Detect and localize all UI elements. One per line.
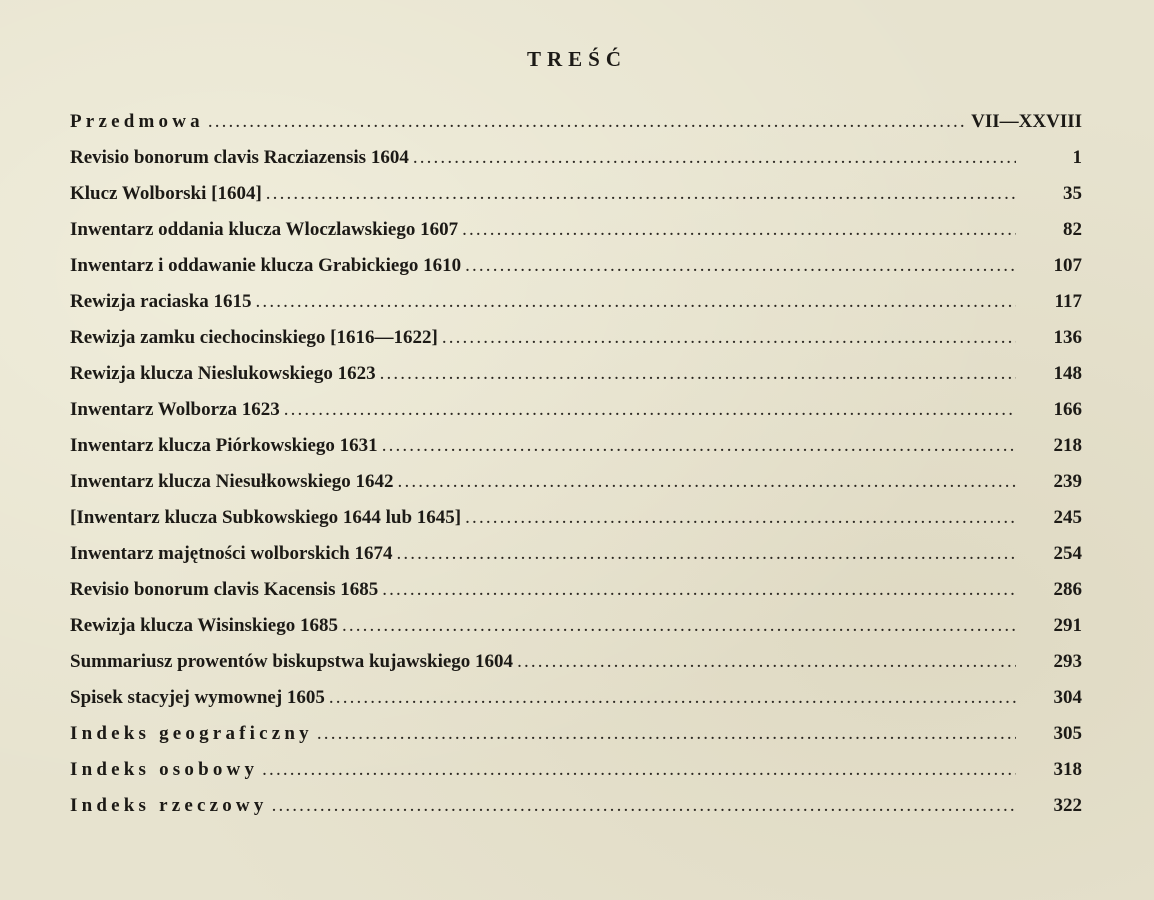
toc-entry — [70, 464, 1082, 500]
page-title: TREŚĆ — [526, 47, 628, 71]
dot-leader — [342, 608, 1016, 644]
toc-entry-title: Przedmowa — [70, 111, 204, 132]
toc-entry — [70, 284, 1082, 320]
dot-leader — [462, 212, 1016, 248]
dot-leader — [208, 104, 965, 140]
toc-entry-page: 254 — [1053, 543, 1082, 564]
toc-entry-title: Inwentarz klucza Niesułkowskiego 1642 — [70, 471, 394, 492]
toc-entry — [70, 572, 1082, 608]
dot-leader — [380, 356, 1016, 392]
dot-leader — [272, 788, 1016, 824]
toc-entry — [70, 536, 1082, 572]
dot-leader — [284, 392, 1016, 428]
toc-entry-title: Indeks osobowy — [70, 759, 259, 780]
toc-entry-page: 166 — [1053, 399, 1082, 420]
dot-leader — [398, 464, 1016, 500]
toc-entry-page: 218 — [1053, 435, 1082, 456]
toc-entry-page: 239 — [1053, 471, 1082, 492]
toc-entry — [70, 140, 1082, 176]
toc-entry-title: Inwentarz i oddawanie klucza Grabickiego 1610 — [70, 255, 462, 276]
dot-leader — [382, 572, 1016, 608]
dot-leader — [517, 644, 1016, 680]
toc-entry-title: Rewizja klucza Nieslukowskiego 1623 — [70, 363, 376, 384]
dot-leader — [382, 428, 1016, 464]
toc-entry-page: 305 — [1053, 723, 1082, 744]
toc-entry — [70, 248, 1082, 284]
toc-entry-page: VII—XXVIII — [971, 111, 1082, 132]
toc-entry — [70, 212, 1082, 248]
toc-entry — [70, 392, 1082, 428]
toc-entry-page: 107 — [1053, 255, 1082, 276]
toc-entry-title: Rewizja raciaska 1615 — [70, 291, 252, 312]
toc-entry — [70, 104, 1082, 140]
toc-entry-page: 1 — [1072, 147, 1082, 168]
toc-entry — [70, 608, 1082, 644]
toc-entry — [70, 788, 1082, 824]
toc-entry — [70, 320, 1082, 356]
toc-entry-title: Spisek stacyjej wymownej 1605 — [70, 687, 325, 708]
dot-leader — [465, 248, 1016, 284]
toc-entry-title: Revisio bonorum clavis Kacensis 1685 — [70, 579, 379, 600]
toc-entry-page: 291 — [1053, 615, 1082, 636]
dot-leader — [396, 536, 1016, 572]
toc-entry-page: 35 — [1063, 183, 1082, 204]
table-of-contents — [70, 104, 1082, 824]
dot-leader — [465, 500, 1016, 536]
dot-leader — [266, 176, 1016, 212]
toc-entry-page: 293 — [1053, 651, 1082, 672]
toc-entry — [70, 428, 1082, 464]
toc-entry-title: Inwentarz majętności wolborskich 1674 — [70, 543, 393, 564]
toc-entry-title: Revisio bonorum clavis Racziazensis 1604 — [70, 147, 409, 168]
toc-entry — [70, 176, 1082, 212]
toc-entry-page: 322 — [1053, 795, 1082, 816]
dot-leader — [413, 140, 1016, 176]
dot-leader — [442, 320, 1016, 356]
toc-entry-page: 286 — [1053, 579, 1082, 600]
toc-entry-title: Summariusz prowentów biskupstwa kujawskiego 1604 — [70, 651, 514, 672]
dot-leader — [262, 752, 1016, 788]
toc-entry-title: Indeks rzeczowy — [70, 795, 268, 816]
toc-entry-page: 318 — [1053, 759, 1082, 780]
toc-entry-title: Rewizja zamku ciechocinskiego [1616—1622] — [70, 327, 438, 348]
toc-entry — [70, 680, 1082, 716]
toc-entry — [70, 356, 1082, 392]
toc-entry — [70, 644, 1082, 680]
toc-entry-page: 304 — [1053, 687, 1082, 708]
toc-entry-title: Inwentarz Wolborza 1623 — [70, 399, 280, 420]
toc-entry-title: Rewizja klucza Wisinskiego 1685 — [70, 615, 338, 636]
toc-entry-page: 136 — [1053, 327, 1082, 348]
toc-entry — [70, 752, 1082, 788]
toc-entry-page: 245 — [1053, 507, 1082, 528]
toc-entry — [70, 716, 1082, 752]
toc-entry-page: 148 — [1053, 363, 1082, 384]
toc-entry-title: Indeks geograficzny — [70, 723, 313, 744]
dot-leader — [329, 680, 1016, 716]
toc-entry-page: 82 — [1063, 219, 1082, 240]
toc-entry-title: Inwentarz klucza Piórkowskiego 1631 — [70, 435, 378, 456]
toc-entry — [70, 500, 1082, 536]
dot-leader — [256, 284, 1016, 320]
dot-leader — [317, 716, 1016, 752]
toc-entry-title: Klucz Wolborski [1604] — [70, 183, 262, 204]
toc-entry-page: 117 — [1054, 291, 1082, 312]
toc-entry-title: [Inwentarz klucza Subkowskiego 1644 lub 1645] — [70, 507, 462, 528]
toc-entry-title: Inwentarz oddania klucza Wloczlawskiego 1607 — [70, 219, 459, 240]
